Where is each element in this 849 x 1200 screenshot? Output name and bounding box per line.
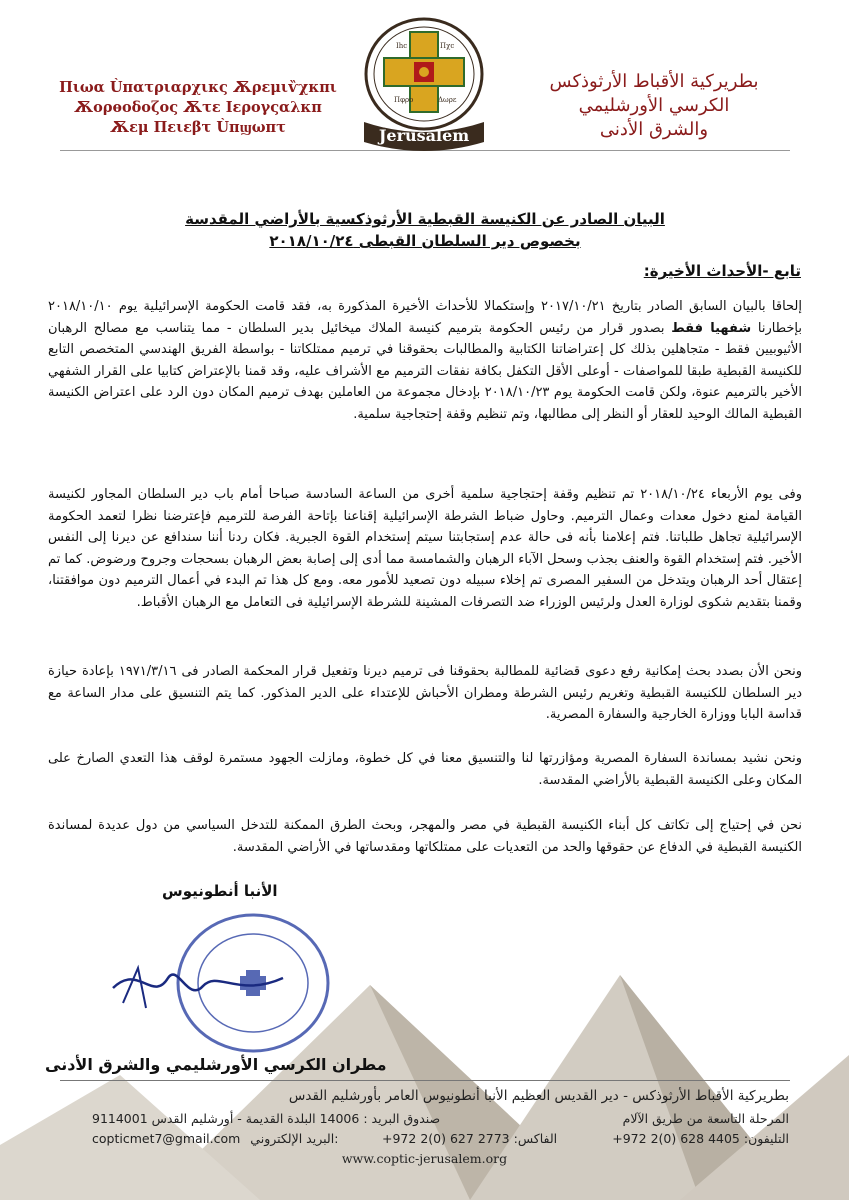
coptic-header xyxy=(48,78,348,138)
footer-divider xyxy=(60,1080,790,1081)
footer-phone: التليفون: 4405 628 (0)2 972+ xyxy=(612,1131,789,1146)
footer-email[interactable]: copticmet7@gmail.com xyxy=(92,1131,241,1146)
footer-pobox: صندوق البريد : 14006 البلدة القديمة - أورشليم القدس 9114001 xyxy=(92,1111,441,1126)
arabic-header xyxy=(504,70,804,142)
cross-letter-2: Πχc xyxy=(440,42,455,50)
logo-text: Jerusalem xyxy=(378,126,470,145)
footer-website[interactable]: www.coptic-jerusalem.org xyxy=(341,1151,508,1166)
paragraph-1-part-a: إلحاقا بالبيان السابق الصادر بتاريخ ٢٠١٧/١٠/٢١ وإستكمالا للأحداث الأخيرة المذكورة به، فقد قامت الحكومة الإسرائيلية يوم ٢٠١٨/١٠/١٠ بإخطارنا xyxy=(48,299,803,336)
footer-fax: الفاكس: 2773 627 (0)2 972+ xyxy=(382,1131,558,1146)
coptic-line-3: Ѫεμ Πειεβτ Ùπϣωπτ xyxy=(110,119,286,136)
paragraph-5: نحن في إحتياج إلى تكاتف كل أبناء الكنيسة القبطية في مصر والمهجر، وبحث الطرق الممكنة للتدخل السياسي من دول عديدة لمساندة الكنيسة القبطية في الدفاع عن حقوقها والحد من التعديات على ممتلكاتها ومقدساتها في الأراضي المقدسة. xyxy=(48,818,802,855)
cross-letter-3: Πφρο xyxy=(394,96,414,104)
bishop-title: مطران الكرسي الأورشليمي والشرق الأدنى xyxy=(45,1055,387,1074)
footer-email-group xyxy=(92,1130,338,1147)
paragraph-2: وفى يوم الأربعاء ٢٠١٨/١٠/٢٤ تم تنظيم وقفة إحتجاجية سلمية أخرى من الساعة السادسة صباحا أمام باب دير السلطان المجاور لكنيسة القيامة لمنع دخول معدات وعمال الترميم. وحاول ضباط الشرطة الإسرائيلية إقناعنا بإتاحة الفرصة للترميم فإعترضنا نظرا لتعمد الحكومة الإسرائيلية تجاهل طلباتنا. فتم إعلامنا بأنه فى حالة عدم إستجابتنا سيتم إستخدام القوة الجبرية. فكان ردنا أننا سندافع عن ديرنا إلى النفس الأخير. فتم إستخدام القوة والعنف بجذب وسحل الآباء الرهبان والشمامسة مما أدى إلى إصابة بعض الرهبان بسحجات وجروح ورضوض. كما تم إعتقال أحد الرهبان ويتدخل من السفير المصرى تم إخلاء سبيله دون تصعيد للأمور معه. ومع كل هذا تم البدء في أعمال الترميم دون موافقتنا، وقمنا بتقديم شكوى لوزارة العدل ولرئيس الوزراء ضد التصرفات المشينة للشرطة الإسرائيلية فى التعامل مع الرهبان الأقباط. xyxy=(48,487,803,610)
official-stamp xyxy=(108,908,333,1058)
coptic-line-2: Ѫορѳοδοζος Ѫτε Ιερογςαλκπ xyxy=(74,99,322,116)
arabic-header-line-1: بطريركية الأقباط الأرثوذكس xyxy=(549,71,759,92)
paragraph-4: ونحن نشيد بمساندة السفارة المصرية ومؤازرتها لنا والتنسيق معنا في كل خطوة، ومازلت الجهود مستمرة لوقف هذا التعدي الصارخ على المكان وعلى الكنيسة القبطية بالأراضي المقدسة. xyxy=(48,751,802,788)
coptic-line-1: Πιωα Ùπατριαρχικς Ѫρεμιѷχκπι xyxy=(59,79,337,96)
paragraph-1-bold: شفهيا فقط xyxy=(671,320,752,336)
title-line-1: البيان الصادر عن الكنيسة القبطية الأرثوذكسية بالأراضي المقدسة xyxy=(185,210,665,228)
footer-email-label: البريد الإلكتروني: xyxy=(250,1131,339,1146)
arabic-header-line-3: والشرق الأدنى xyxy=(599,119,709,140)
cross-letter-4: Δωρε xyxy=(438,96,457,104)
arabic-header-line-2: الكرسي الأورشليمي xyxy=(578,95,730,116)
patriarchate-logo xyxy=(352,14,497,164)
paragraph-3: ونحن الأن بصدد بحث إمكانية رفع دعوى قضائية للمطالبة بحقوقنا فى ترميم ديرنا وتفعيل قرار المحكمة الصادر فى ١٩٧١/٣/١٦ بإعادة حيازة دير السلطان للكنيسة القبطية وتغريم رئيس الشرطة ومطران الأحباش للإعتداء على الدير المذكور. كما يتم التنسيق على مدار الساعة مع قداسة البابا ووزارة الخارجية والسفارة المصرية. xyxy=(48,664,802,722)
footer-address: المرحلة التاسعة من طريق الآلام xyxy=(622,1111,789,1126)
paragraph-1-part-b: بصدور قرار من رئيس الحكومة بترميم كنيسة الملاك ميخائيل بدير السلطان - مما يتناسب مع مصالح الرهبان الأثيوبيين فقط - متجاهلين بذلك كل إعتراضاتنا الكتابية والمطالبات بحقوقنا في ترميم ممتلكاتنا - بواسطة الفريق الهندسي المتخصص التابع للكنيسة القبطية طبقا للمواصفات - أوعلى الأقل التكفل بكافة نفقات الترميم مع الأشراف عليه، وقد قمنا بالإعتراض كتابيا على القرار الشفهي الأخير بالترميم عنوة، ولكن قامت الحكومة يوم ٢٠١٨/١٠/٢٣ بإدخال مجموعة من العاملين بهدف ترميم المكان دون الرد على اعتراض الكنيسة القبطية المالك الوحيد للعقار أو النظر إلى مطالبها، وتم تنظيم وقفة إحتجاجية سلمية. xyxy=(48,320,802,422)
paragraph-1 xyxy=(48,296,802,425)
signatory-name: الأنبا أنطونيوس xyxy=(162,882,278,900)
section-heading: تابع -الأحداث الأخيرة: xyxy=(643,262,801,280)
footer-line-1: بطريركية الأقباط الأرثوذكس - دير القديس العظيم الأنبا أنطونيوس العامر بأورشليم القدس xyxy=(288,1088,789,1104)
cross-letter-1: Ιhc xyxy=(396,42,408,50)
statement-title xyxy=(40,208,810,252)
title-line-2: بخصوص دير السلطان القبطى ٢٠١٨/١٠/٢٤ xyxy=(269,232,581,250)
